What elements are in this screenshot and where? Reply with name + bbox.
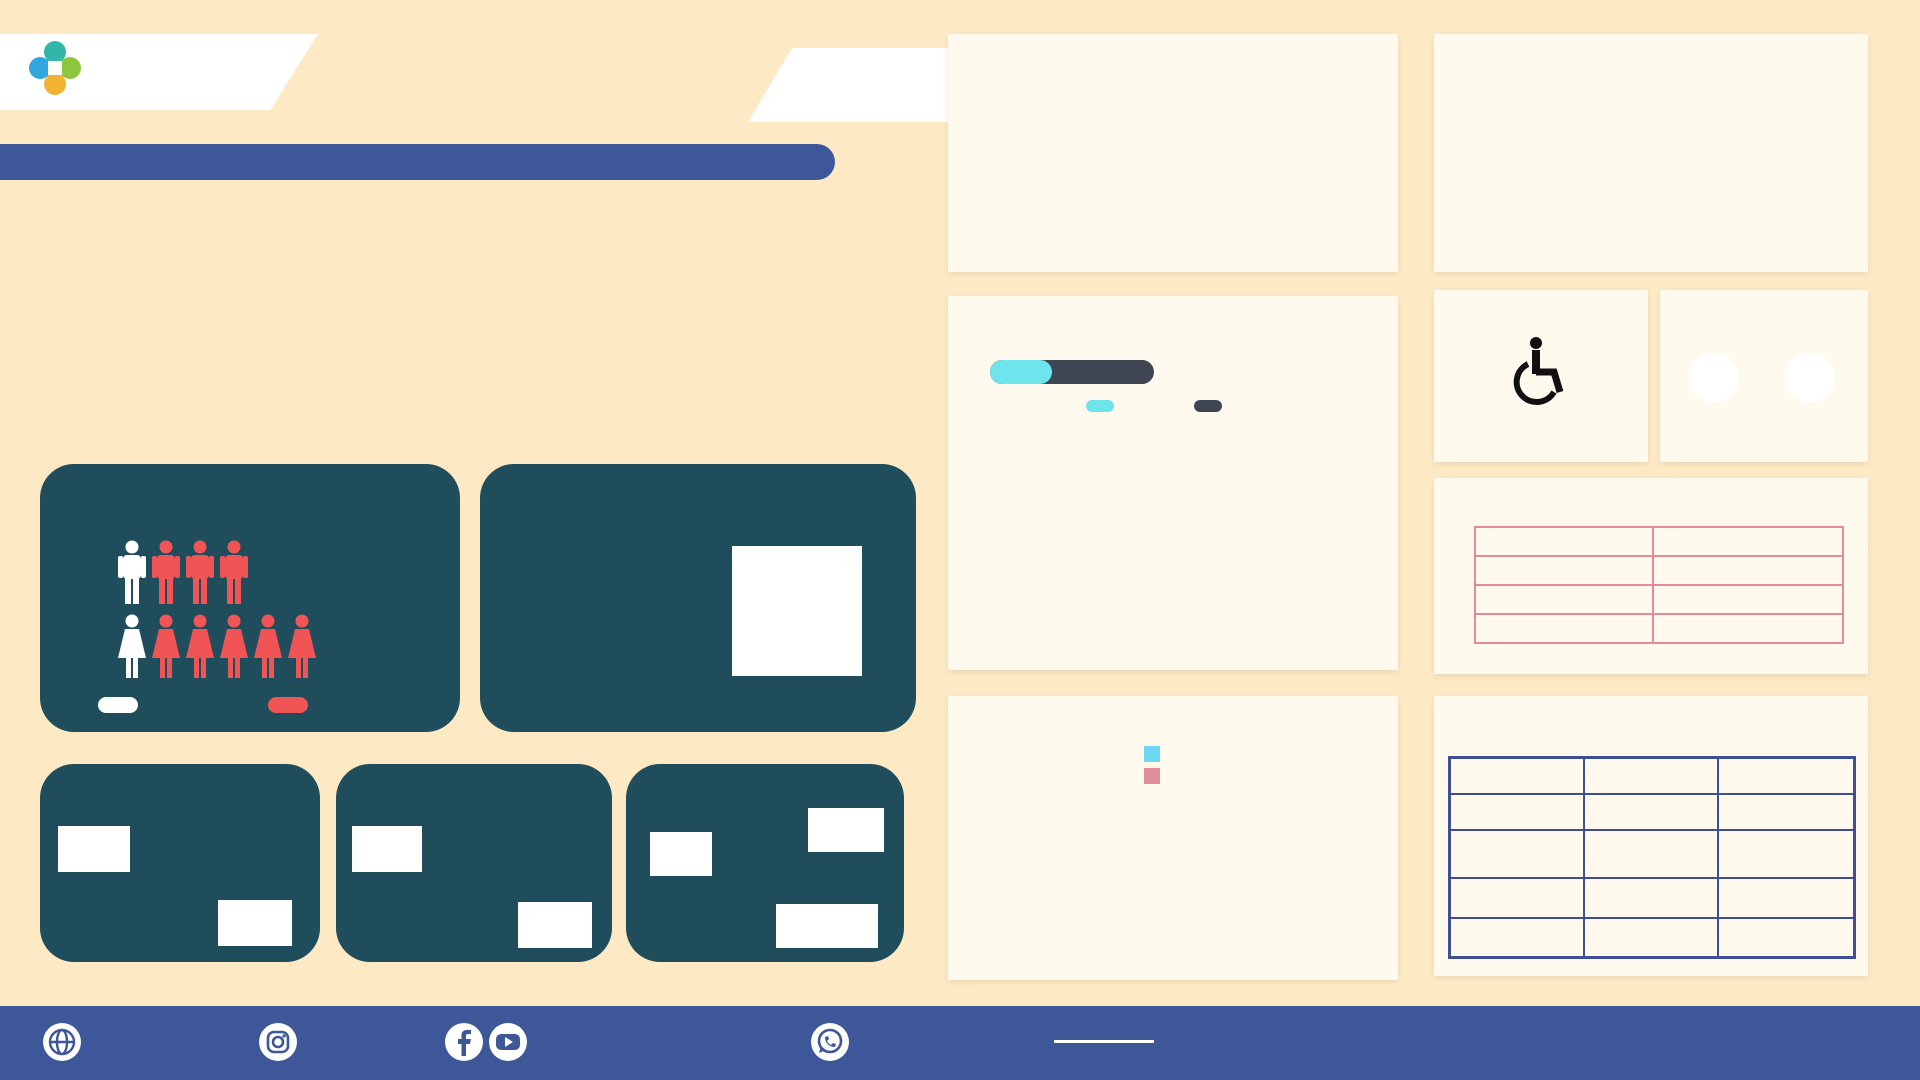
lansia-box-yes: [218, 900, 292, 946]
kesimpulan-value: [1653, 585, 1843, 614]
legend-jamaah-swatch: [1086, 400, 1114, 412]
kemenkes-logo-icon: [28, 40, 82, 96]
lingkungan-table: [1448, 756, 1856, 959]
footer-divider: [1054, 1040, 1154, 1043]
wheelchair-icon: [1508, 336, 1578, 406]
table-row: [1450, 794, 1855, 830]
person-female-icon: [186, 615, 214, 679]
table-row: [1475, 614, 1843, 643]
survei-card: [1660, 290, 1868, 462]
table-row: [1475, 585, 1843, 614]
table-row: [1475, 556, 1843, 585]
instagram-icon: [258, 1022, 298, 1062]
person-icon: [152, 541, 180, 605]
kesimpulan-label: [1475, 585, 1653, 614]
lingkungan-ahpg: [1584, 878, 1718, 918]
kesimpulan-table: [1474, 526, 1844, 644]
rujuk-donut-chart: [1458, 86, 1620, 248]
lingkungan-bsh: [1718, 918, 1855, 958]
kesimpulan-label: [1475, 614, 1653, 643]
facebook-icon: [444, 1022, 484, 1062]
lingkungan-label: [1450, 918, 1584, 958]
person-female-icon: [254, 615, 282, 679]
penyakit5-card: [948, 34, 1398, 272]
table-row: [1450, 878, 1855, 918]
penyakit5-pie-chart: [1068, 90, 1368, 270]
umur-card: [480, 464, 916, 732]
lingkungan-bsh: [1718, 758, 1855, 794]
risti-box-non: [352, 826, 422, 872]
risti-box-yes: [518, 902, 592, 948]
risti-card: [336, 764, 612, 962]
table-row: [1450, 830, 1855, 878]
kesimpulan-label: [1475, 527, 1653, 556]
survei-gauge-a: [1672, 336, 1756, 420]
umur-pie-chart: [496, 530, 696, 726]
layanan-box-risti: [650, 832, 712, 876]
lingkungan-label: [1450, 830, 1584, 878]
kesimpulan-label: [1475, 556, 1653, 585]
globe-icon: [42, 1022, 82, 1062]
whatsapp-icon: [810, 1022, 850, 1062]
person-female-icon: [220, 615, 248, 679]
person-icon: [118, 541, 146, 605]
legend-risti-swatch: [268, 697, 308, 713]
layanan-card: [626, 764, 904, 962]
kesimpulan-value: [1653, 556, 1843, 585]
person-female-icon: [152, 615, 180, 679]
lansia-card: [40, 764, 320, 962]
lingkungan-bsh: [1718, 794, 1855, 830]
agency-banner: [0, 144, 835, 180]
lab-card: [948, 696, 1398, 980]
lingkungan-bsh: [1718, 830, 1855, 878]
kesimpulan-value: [1653, 527, 1843, 556]
umur-list-box: [732, 546, 862, 676]
lab-bar-chart: [948, 788, 1398, 980]
legend-neg-swatch: [1144, 768, 1160, 784]
person-female-icon: [118, 615, 146, 679]
person-icon: [220, 541, 248, 605]
lingkungan-ahpg: [1584, 758, 1718, 794]
rujuk-bar-chart: [1628, 138, 1848, 238]
lingkungan-card: [1434, 696, 1868, 976]
lingkungan-label: [1450, 758, 1584, 794]
legend-petugas-swatch: [1194, 400, 1222, 412]
people-row-l: [118, 540, 258, 610]
table-row: [1450, 758, 1855, 794]
lingkungan-ahpg: [1584, 918, 1718, 958]
person-female-icon: [288, 615, 316, 679]
people-row-p: [118, 614, 328, 684]
layanan-box-elderly: [776, 904, 878, 948]
berakhlak-banner: [748, 48, 948, 122]
lingkungan-ahpg: [1584, 794, 1718, 830]
kesimpulan-card: [1434, 478, 1868, 674]
lingkungan-label: [1450, 794, 1584, 830]
layanan-box-non: [808, 808, 884, 852]
table-row: [1475, 527, 1843, 556]
kesimpulan-value: [1653, 614, 1843, 643]
kunjungan-bar-jamaah: [990, 360, 1052, 384]
survei-gauge-b: [1768, 336, 1852, 420]
kunjungan-bar: [990, 360, 1154, 384]
distribusi-card: [40, 464, 460, 732]
kursi-card: [1434, 290, 1648, 462]
poliklinik-bar-chart: [948, 500, 1178, 670]
lansia-box-non: [58, 826, 130, 872]
person-icon: [186, 541, 214, 605]
youtube-icon: [488, 1022, 528, 1062]
lingkungan-label: [1450, 878, 1584, 918]
legend-pos-swatch: [1144, 746, 1160, 762]
rujuk-card: [1434, 34, 1868, 272]
kunjungan-card: [948, 296, 1398, 670]
table-row: [1450, 918, 1855, 958]
legend-nonristi-swatch: [98, 697, 138, 713]
lingkungan-bsh: [1718, 878, 1855, 918]
lingkungan-ahpg: [1584, 830, 1718, 878]
